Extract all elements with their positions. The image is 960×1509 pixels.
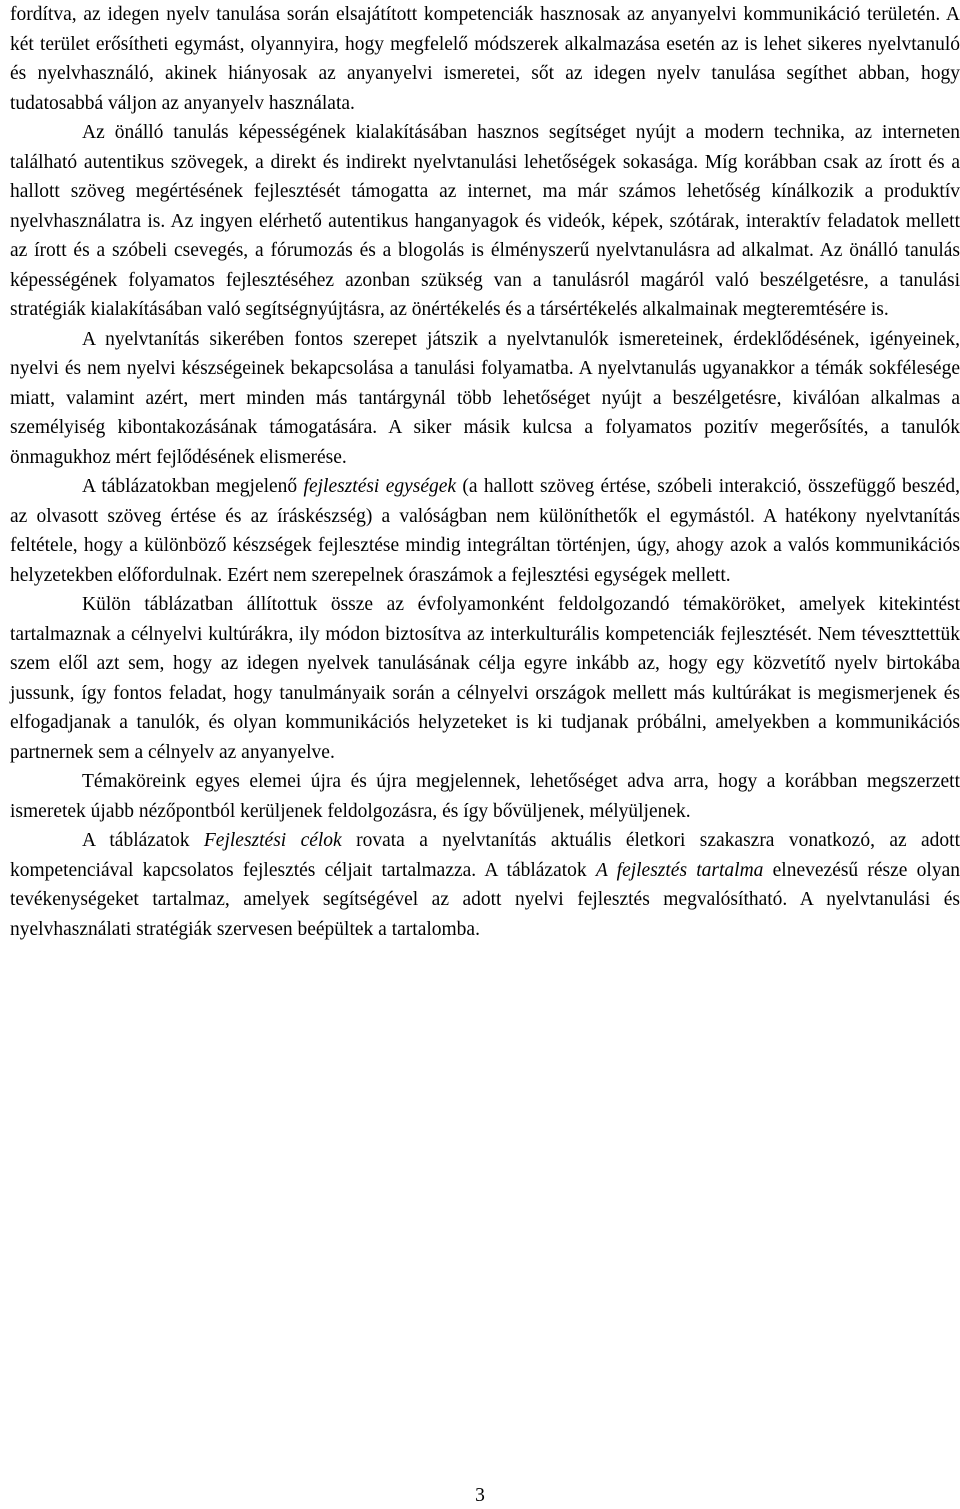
paragraph-text: elnevezésű része olyan tevékenységeket tartalmaz, amelyek segítségével az adott nyelvi fejlesztés megvalósítható. A nyelvtanulási és nyelvhasználati stratégiák szervesen beépültek a tartalomba. [10, 859, 960, 940]
paragraph-5 [10, 590, 960, 767]
italic-term: fejlesztési egységek [303, 476, 457, 497]
document-page [10, 0, 960, 944]
paragraph-3 [10, 325, 960, 473]
paragraph-text: (a hallott szöveg értése, szóbeli interakció, összefüggő beszéd, az olvasott szöveg értése és az íráskészség) a valóságban nem különíthetők el egymástól. A hatékony nyelvtanítás feltétele, hogy a különböző készségek fejlesztése mindig integráltan történjen, úgy, ahogy azok a valós kommunikációs helyzetekben előfordulnak. Ezért nem szerepelnek óraszámok a fejlesztési egységek mellett. [10, 476, 960, 586]
paragraph-text: A táblázatok [82, 830, 204, 851]
paragraph-text: rovata a nyelvtanítás aktuális életkori szakaszra vonatkozó, az adott kompetenciával kapcsolatos fejlesztés céljait tartalmazza. A táblázatok [10, 830, 960, 881]
paragraph-text: Témaköreink egyes elemei újra és újra megjelennek, lehetőséget adva arra, hogy a korábban megszerzett ismeretek újabb nézőpontból kerüljenek feldolgozásra, és így bővüljenek, mélyüljenek. [10, 771, 960, 822]
paragraph-4 [10, 472, 960, 590]
paragraph-text: A táblázatokban megjelenő [82, 476, 304, 497]
paragraph-text: Az önálló tanulás képességének kialakításában hasznos segítséget nyújt a modern technika, az interneten található autentikus szövegek, a direkt és indirekt nyelvtanulási lehetőségek sokasága. Míg korábban csak az írott és a hallott szöveg megértésének fejlesztését támogatta az internet, ma már számos lehetőség kínálkozik a produktív nyelvhasználatra is. Az ingyen elérhető autentikus hanganyagok és videók, képek, szótárak, interaktív feladatok mellett az írott és a szóbeli csevegés, a fórumozás és a blogolás is élményszerű nyelvtanulásra ad alkalmat. Az önálló tanulás képességének folyamatos fejlesztéséhez azonban szükség van a tanulásról magáról való beszélgetésre, a tanulási stratégiák kialakításában való segítségnyújtásra, az önértékelés és a társértékelés alkalmainak megteremtésére is. [10, 122, 960, 320]
paragraph-text: Külön táblázatban állítottuk össze az évfolyamonként feldolgozandó témaköröket, amelyek kitekintést tartalmaznak a célnyelvi kultúrákra, ily módon biztosítva az interkulturális kompetenciák fejlesztését. Nem téveszttettük szem elől azt sem, hogy az idegen nyelvek tanulásának célja egyre inkább az, hogy egy közvetítő nyelv birtokába jussunk, így fontos feladat, hogy tanulmányaik során a célnyelvi országok mellett más kultúrákat is megismerjenek és elfogadjanak a tanulók, és olyan kommunikációs helyzeteket is ki tudjanak próbálni, amelyekben a kommunikációs partnernek sem a célnyelv az anyanyelve. [10, 594, 960, 763]
paragraph-1 [10, 0, 960, 118]
italic-term: Fejlesztési célok [203, 830, 342, 851]
page-number: 3 [475, 1485, 485, 1506]
paragraph-7 [10, 826, 960, 944]
italic-term: A fejlesztés tartalma [595, 859, 764, 881]
paragraph-text: fordítva, az idegen nyelv tanulása során elsajátított kompetenciák hasznosak az anyanyelvi kommunikáció területén. A két terület erősítheti egymást, olyannyira, hogy megfelelő módszerek alkalmazása esetén az is lehet sikeres nyelvtanuló és nyelvhasználó, akinek hiányosak az anyanyelvi ismeretei, sőt az idegen nyelv tanulása segíthet abban, hogy tudatosabbá váljon az anyanyelv használata. [10, 4, 960, 114]
paragraph-2 [10, 118, 960, 325]
paragraph-text: A nyelvtanítás sikerében fontos szerepet játszik a nyelvtanulók ismereteinek, érdeklődésének, igényeinek, nyelvi és nem nyelvi készségeinek bekapcsolása a tanulási folyamatba. A nyelvtanulás ugyanakkor a témák sokfélesége miatt, valamint azért, mert minden más tantárgynál több lehetőséget nyújt a beszélgetésre, kiválóan alkalmas a személyiség kibontakozásának támogatására. A siker másik kulcsa a folyamatos pozitív megerősítés, a tanulók önmagukhoz mért fejlődésének elismerése. [10, 328, 960, 468]
paragraph-6 [10, 767, 960, 826]
